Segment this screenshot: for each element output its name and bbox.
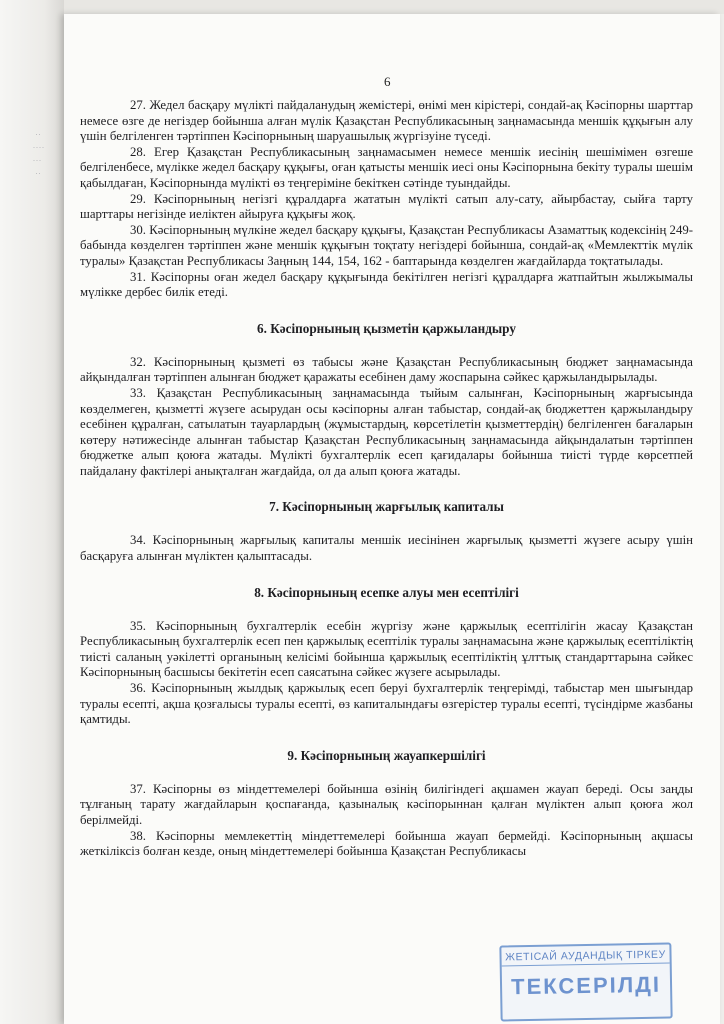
stamp-top-text: ЖЕТІСАЙ АУДАНДЫҚ ТІРКЕУ bbox=[501, 949, 669, 967]
paragraph: 35. Кәсіпорнының бухгалтерлік есебін жүргізу және қаржылық есептілігін жасау Қазақстан Республикасының бухгалтерлік есеп пен қаржылық есептілік туралы заңнамасына және қаржылық есептіліктің тиісті саланың уәкілетті органының келісімі бойынша қаржылық есептіліктің ұлттық стандарттарына сәйкес Кәсіпорнының басшысы бекітетін есеп саясатына сәйкес жүзеге асырылады. bbox=[80, 618, 693, 680]
paragraph: 27. Жедел басқару мүлікті пайдаланудың жемістері, өнімі мен кірістері, сондай-ақ Кәсіпорны шарттар немесе өзге де негіздер бойынша алған мүлік Қазақстан Республикасының заңнамасында меншік құқығын алу үшін белгіленген тәртіппен Кәсіпорнының шаруашылық жүргізуіне түседі. bbox=[80, 98, 693, 144]
section-heading: 7. Кәсіпорнының жарғылық капиталы bbox=[269, 499, 504, 515]
paragraph: 31. Кәсіпорны оған жедел басқару құқығында бекітілген негізгі құралдарға жатпайтын жылжымалы мүлікке дербес билік етеді. bbox=[80, 269, 693, 300]
stamp-main-text: ТЕКСЕРІЛДІ bbox=[510, 971, 662, 1000]
document-body bbox=[80, 98, 693, 860]
registration-stamp bbox=[499, 943, 672, 1022]
paragraph: 29. Кәсіпорнының негізгі құралдарға жататын мүлікті сатып алу-сату, айырбастау, сыйға тарту шарттары негізінде иеліктен айыруға құқығы жоқ. bbox=[80, 191, 693, 222]
paragraph: 33. Қазақстан Республикасының заңнамасында тыйым салынған, Кәсіпорнының жарғысында көзделмеген, қызметті жүзеге асырудан осы кәсіпорны алған табыстар, сондай-ақ бюджеттен қаржыландыру есебінен құралған, сатылатын тауарлардың (жұмыстардың, көрсетілетін қызметтердің) белгіленген бағаларын көтеру нәтижесінде алынған табыстар Қазақстан Республикасының заңнамасында айқындалатын тәртіппен бюджетке алып қоюға жатады. Мүлікті бухгалтерлік есеп қағидалары бойынша тиісті түрде көрсетпей пайдалану фактілері анықталған жағдайда, ол да алып қоюға жатады. bbox=[80, 385, 693, 478]
paragraph: 38. Кәсіпорны мемлекеттің міндеттемелері бойынша жауап бермейді. Кәсіпорнының ақшасы жеткіліксіз болған кезде, оның міндеттемелері бойынша Қазақстан Республикасы bbox=[80, 828, 693, 859]
section-heading: 6. Кәсіпорнының қызметін қаржыландыру bbox=[257, 320, 516, 336]
paragraph: 30. Кәсіпорнының мүлкіне жедел басқару құқығы, Қазақстан Республикасы Азаматтық кодексінің 249-бабында көзделген тәртіппен және меншік құқығын тоқтату негіздері бойынша, сондай-ақ «Мемлекттік мүлік туралы» Қазақстан Республикасы Заңның 144, 154, 162 - баптарында көзделген жағдайларда тоқтатылады. bbox=[80, 222, 693, 268]
page-number: 6 bbox=[384, 74, 391, 89]
bleed-through-text: ·· ···· ··· ·· bbox=[32, 129, 45, 178]
paragraph: 37. Кәсіпорны өз міндеттемелері бойынша өзінің билігіндегі ақшамен жауап береді. Осы заңды тұлғаның тарату жағдайларын қоспағанда, қазыналық кәсіпорыннан қалған мүліктен алып қоюға жол берілмейді. bbox=[80, 781, 693, 827]
paragraph: 32. Кәсіпорнының қызметі өз табысы және Қазақстан Республикасының бюджет заңнамасында айқындалған тәртіппен алынған бюджет қаражаты есебінен даму жоспарына сәйкес қаржыландырылады. bbox=[80, 354, 693, 385]
paragraph: 36. Кәсіпорнының жылдық қаржылық есеп беруі бухгалтерлік теңгерімді, табыстар мен шығындар туралы есепті, ақша қозғалысы туралы есепті, өз капиталындағы өзгерістер туралы есепті, түсіндірме жазбаны қамтиды. bbox=[80, 681, 693, 727]
paragraph: 34. Кәсіпорнының жарғылық капиталы меншік иесінінен жарғылық қызметті жүзеге асыру үшін басқаруға алынған мүліктен қалыптасады. bbox=[80, 533, 693, 564]
section-heading: 8. Кәсіпорнының есепке алуы мен есептілігі bbox=[254, 584, 519, 600]
section-heading: 9. Кәсіпорнының жауапкершілігі bbox=[287, 747, 486, 763]
paragraph: 28. Егер Қазақстан Республикасының заңнамасымен немесе меншік иесінің шешімімен өзгеше белгіленбесе, мүлікке жедел басқару құқығы, оған қатысты меншік иесі оны Кәсіпорнына бекіту туралы шешім қабылдаған, Кәсіпорнында мүлікті өз теңгеріміне бекіткен сәтінде туындайды. bbox=[80, 144, 693, 190]
scan-top-margin bbox=[64, 0, 724, 14]
